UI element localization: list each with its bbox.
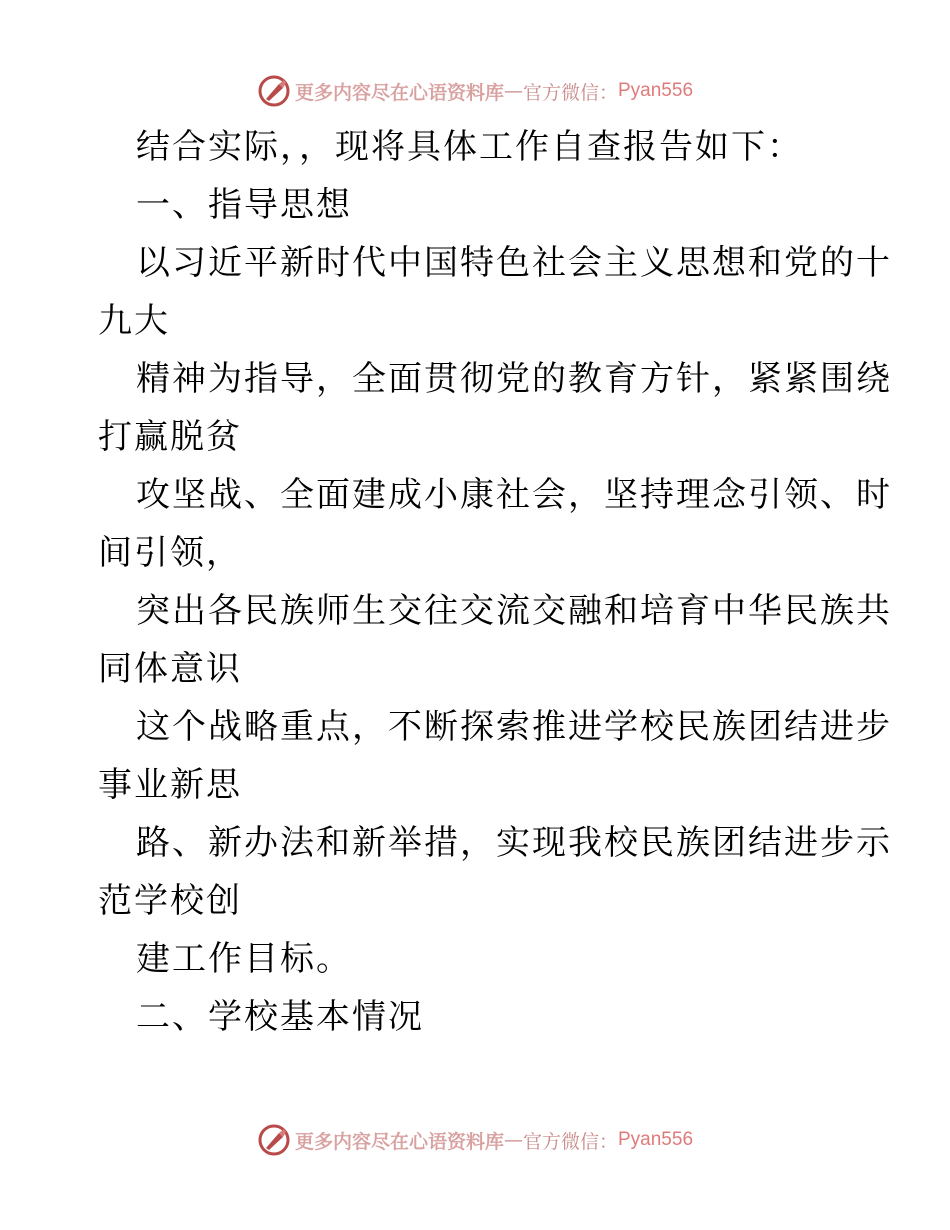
body-line: 这个战略重点，不断探索推进学校民族团结进步	[136, 707, 892, 747]
body-line: 结合实际，，现将具体工作自查报告如下：	[136, 127, 803, 167]
banner-account: Pyan556	[618, 1129, 694, 1150]
banner-dash: —	[503, 1129, 523, 1151]
banner-wechat-label: 官方微信：	[522, 81, 618, 104]
banner-account: Pyan556	[618, 80, 694, 101]
body-line: 九大	[98, 301, 170, 341]
banner-wechat-label: 官方微信：	[522, 1130, 618, 1153]
banner-brand-text: 更多内容尽在心语资料库	[294, 81, 504, 104]
section-heading: 一、指导思想	[136, 185, 352, 225]
body-line: 以习近平新时代中国特色社会主义思想和党的十	[136, 243, 892, 283]
body-line: 突出各民族师生交往交流交融和培育中华民族共	[136, 591, 892, 631]
section-heading: 二、学校基本情况	[136, 997, 424, 1037]
banner-dash: —	[503, 80, 523, 102]
body-line: 事业新思	[98, 765, 242, 805]
body-line: 同体意识	[98, 649, 242, 689]
footer-banner	[0, 1120, 950, 1160]
body-line: 攻坚战、全面建成小康社会，坚持理念引领、时	[136, 475, 892, 515]
body-line: 路、新办法和新举措，实现我校民族团结进步示	[136, 823, 892, 863]
body-line: 精神为指导，全面贯彻党的教育方针，紧紧围绕	[136, 359, 892, 399]
body-line: 打赢脱贫	[98, 417, 242, 457]
body-line: 建工作目标。	[136, 939, 352, 979]
pen-nib-icon	[257, 1123, 291, 1157]
body-line: 间引领，	[98, 533, 242, 573]
banner-brand-text: 更多内容尽在心语资料库	[294, 1130, 504, 1153]
body-line: 范学校创	[98, 881, 242, 921]
header-banner	[0, 71, 950, 111]
pen-nib-icon	[257, 74, 291, 108]
